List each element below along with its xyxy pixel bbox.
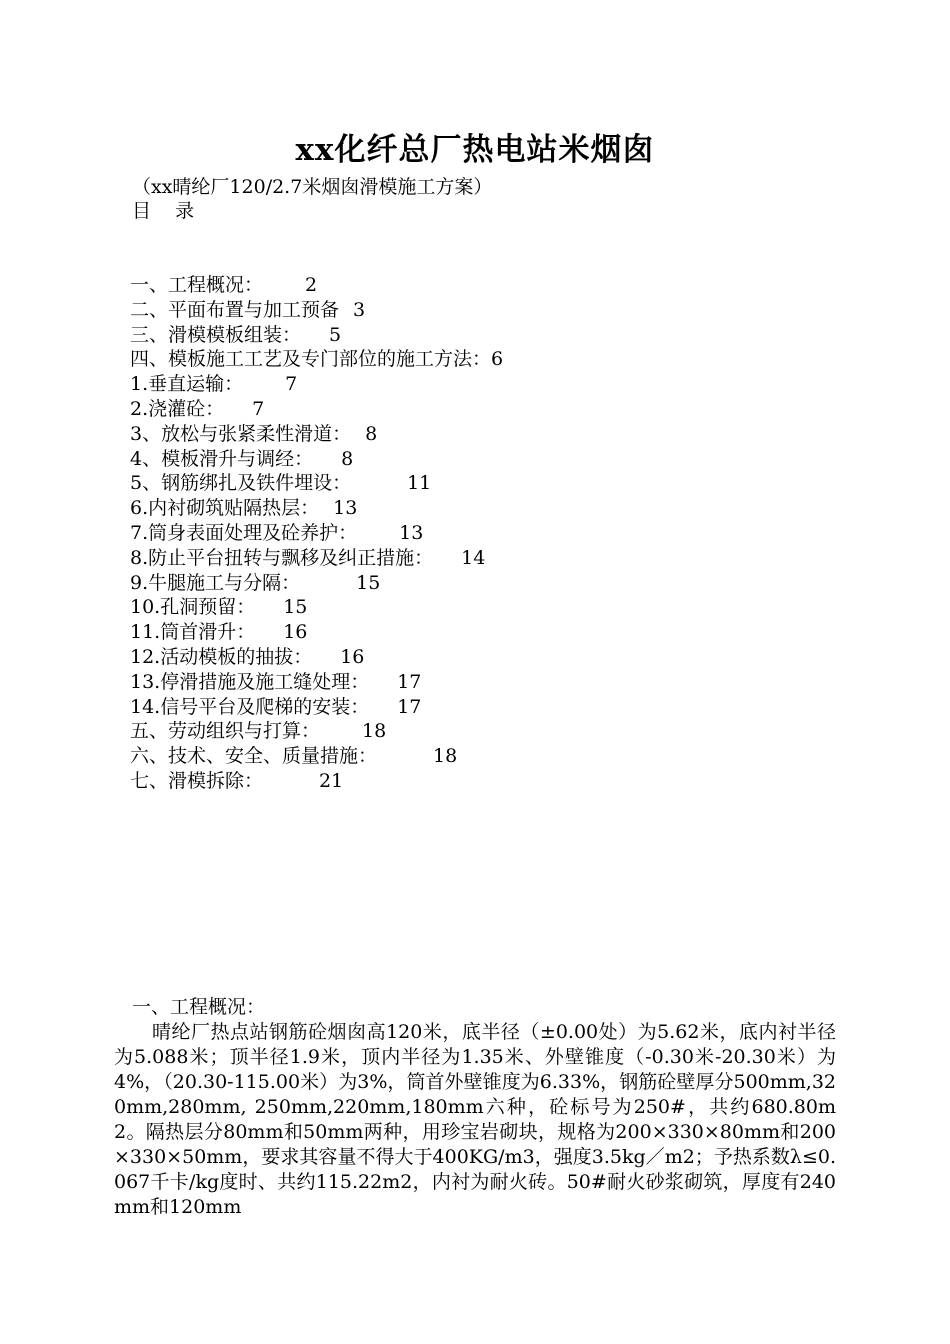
toc-entry <box>130 447 503 472</box>
toc-entry <box>130 347 503 372</box>
toc-entry-page: 2 <box>305 274 318 296</box>
document-subtitle: （xx晴纶厂120/2.7米烟囱滑模施工方案） <box>132 176 493 198</box>
toc-entry <box>130 273 503 298</box>
document-title: xx化纤总厂热电站米烟囱 <box>295 132 655 168</box>
toc-entry-page: 21 <box>319 769 344 792</box>
toc-entry <box>130 744 503 769</box>
toc-entry-page: 8 <box>341 447 354 470</box>
toc-entry-page: 16 <box>283 621 308 644</box>
toc-entry-label: 7.筒身表面处理及砼养护： <box>130 521 358 544</box>
body-paragraph: 晴纶厂热点站钢筋砼烟囱高120米，底半径（±0.00处）为5.62米，底内衬半径为5.088米；顶半径1.9米，顶内半径为1.35米、外壁锥度（-0.30米-20.30米）为4%，（20.30-115.00米）为3%，筒首外壁锥度为6.33%，钢筋砼壁厚分500mm,320mm,280mm, 250mm,220mm,180mm六种，砼标号为250#，共约680.80m2。隔热层分80mm和50mm两种，用珍宝岩砌块，规格为200×330×80mm和200×330×50mm，要求其容量不得大于400KG/m3，强度3.5kg／m2；予热系数λ≤0.067千卡/kg度时、共约115.22m2，内衬为耐火砖。50#耐火砂浆砌筑，厚度有240mm和120mm <box>114 1021 836 1218</box>
toc-entry-page: 7 <box>285 373 298 396</box>
toc-entry-label: 四、模板施工工艺及专门部位的施工方法： <box>130 348 492 371</box>
toc-entry <box>130 670 503 695</box>
toc-entry <box>130 372 503 397</box>
toc-entry-label: 8.防止平台扭转与飘移及纠正措施： <box>130 546 434 569</box>
toc-entry <box>130 397 503 422</box>
toc-entry <box>130 645 503 670</box>
toc-entry-page: 13 <box>399 521 424 544</box>
toc-entry-label: 12.活动模板的抽拔： <box>130 645 313 668</box>
toc-entry <box>130 546 503 571</box>
toc-entry-label: 2.浇灌砼： <box>130 397 225 420</box>
toc-entry-page: 18 <box>433 745 458 768</box>
toc-entry-label: 五、劳动组织与打算： <box>130 720 321 743</box>
toc-entry-page: 17 <box>397 670 422 693</box>
toc-entry-label: 11.筒首滑升： <box>130 621 256 644</box>
toc-entry-page: 17 <box>397 695 422 718</box>
toc-entry-label: 3、放松与张紧柔性滑道： <box>130 422 352 445</box>
toc-entry <box>130 298 503 323</box>
toc-entry-label: 1.垂直运输： <box>130 373 244 396</box>
toc-entry <box>130 471 503 496</box>
toc-heading: 目 录 <box>132 200 195 222</box>
toc-entry <box>130 719 503 744</box>
toc-entry-label: 9.牛腿施工与分隔： <box>130 571 301 594</box>
toc-entry-page: 8 <box>365 422 378 445</box>
toc-entry-page: 14 <box>461 546 486 569</box>
toc-entry-label: 10.孔洞预留： <box>130 596 256 619</box>
toc-entry <box>130 595 503 620</box>
toc-entry-label: 七、滑模拆除： <box>130 769 264 792</box>
toc-entry-page: 3 <box>353 298 366 321</box>
toc-entry <box>130 496 503 521</box>
toc-entry-label: 6.内衬砌筑贴隔热层： <box>130 497 320 520</box>
toc-entry <box>130 323 503 348</box>
toc-entry <box>130 521 503 546</box>
section-heading: 一、工程概况： <box>132 996 266 1018</box>
toc-entry-page: 6 <box>491 348 504 371</box>
toc-entry <box>130 695 503 720</box>
toc-entry-label: 六、技术、安全、质量措施： <box>130 745 378 768</box>
toc-entry-page: 15 <box>283 596 308 619</box>
toc-entry <box>130 422 503 447</box>
toc-entry <box>130 620 503 645</box>
toc-entry-label: 二、平面布置与加工预备 <box>130 298 340 321</box>
toc-entry-page: 13 <box>333 497 358 520</box>
toc-entry <box>130 571 503 596</box>
toc-entry-label: 4、模板滑升与调经： <box>130 447 314 470</box>
toc-entry-label: 一、工程概况： <box>130 274 264 296</box>
toc-entry-label: 13.停滑措施及施工缝处理： <box>130 670 370 693</box>
table-of-contents <box>130 273 503 794</box>
toc-entry-page: 11 <box>407 472 432 495</box>
toc-entry <box>130 769 503 794</box>
toc-entry-page: 16 <box>340 645 365 668</box>
toc-entry-page: 7 <box>252 397 265 420</box>
toc-entry-page: 15 <box>356 571 381 594</box>
toc-entry-label: 5、钢筋绑扎及铁件埋设： <box>130 472 352 495</box>
toc-entry-label: 14.信号平台及爬梯的安装： <box>130 695 370 718</box>
toc-entry-page: 18 <box>362 720 387 743</box>
toc-entry-label: 三、滑模模板组装： <box>130 323 302 346</box>
toc-entry-page: 5 <box>329 323 342 346</box>
